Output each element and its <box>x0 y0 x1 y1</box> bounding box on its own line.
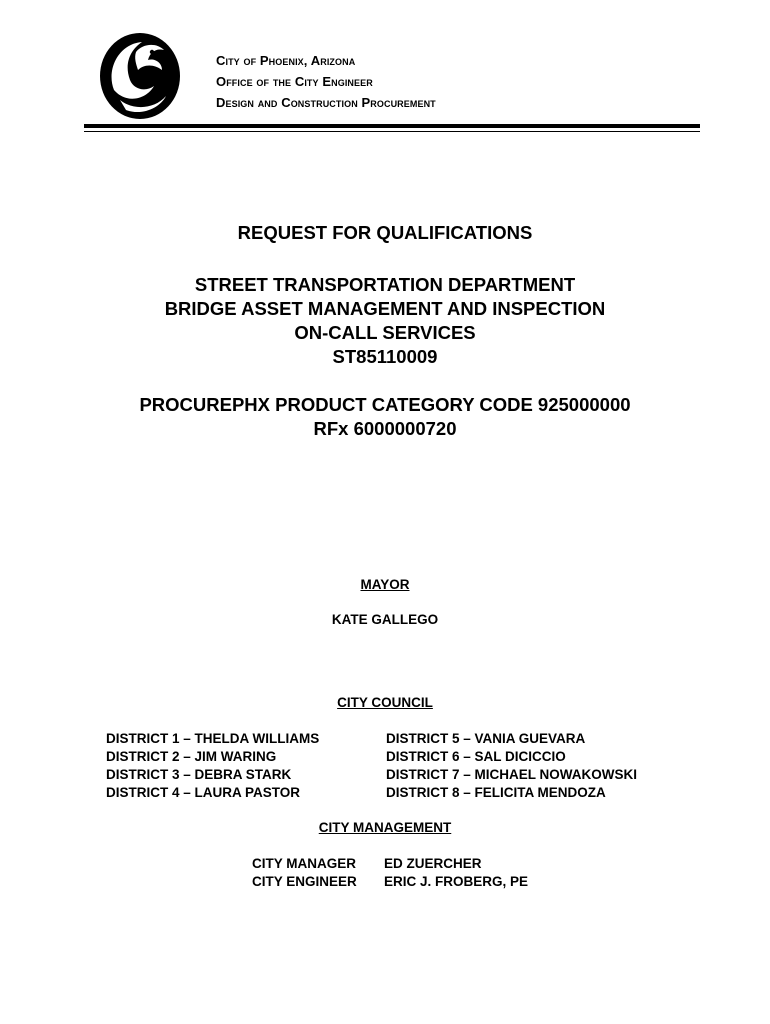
header-rule-thick <box>84 124 700 128</box>
phoenix-bird-logo-icon <box>96 30 182 120</box>
management-row <box>252 873 528 891</box>
management-role: CITY MANAGER <box>252 856 357 871</box>
mayor-name: KATE GALLEGO <box>331 612 439 627</box>
management-heading: CITY MANAGEMENT <box>318 820 452 835</box>
rfx-number: RFx 6000000720 <box>313 418 457 439</box>
council-member: DISTRICT 1 – THELDA WILLIAMS <box>106 731 320 746</box>
council-member: DISTRICT 4 – LAURA PASTOR <box>106 785 301 800</box>
council-member: DISTRICT 3 – DEBRA STARK <box>106 767 292 782</box>
header-rule-thin <box>84 131 700 132</box>
header-city: City of Phoenix, Arizona <box>216 53 356 68</box>
header-block <box>216 50 436 113</box>
category-code: PROCUREPHX PRODUCT CATEGORY CODE 925000000 <box>139 394 631 415</box>
project-number: ST85110009 <box>332 346 438 367</box>
header-office: Office of the City Engineer <box>216 74 373 89</box>
project-title-line2: ON-CALL SERVICES <box>294 322 476 343</box>
department-title: STREET TRANSPORTATION DEPARTMENT <box>194 274 576 295</box>
management-name: ERIC J. FROBERG, PE <box>384 874 529 889</box>
mayor-heading: MAYOR <box>360 577 410 592</box>
management-role: CITY ENGINEER <box>252 874 357 889</box>
council-member: DISTRICT 2 – JIM WARING <box>106 749 277 764</box>
council-member: DISTRICT 7 – MICHAEL NOWAKOWSKI <box>386 767 638 782</box>
header-division: Design and Construction Procurement <box>216 95 436 110</box>
project-title-line1: BRIDGE ASSET MANAGEMENT AND INSPECTION <box>164 298 606 319</box>
council-heading: CITY COUNCIL <box>337 695 433 710</box>
management-row <box>252 855 528 873</box>
council-member: DISTRICT 5 – VANIA GUEVARA <box>386 731 586 746</box>
council-member: DISTRICT 8 – FELICITA MENDOZA <box>386 785 606 800</box>
council-left-column <box>106 730 319 802</box>
rfq-title: REQUEST FOR QUALIFICATIONS <box>237 222 533 243</box>
management-table <box>252 855 528 891</box>
council-right-column <box>386 730 637 802</box>
management-name: ED ZUERCHER <box>384 856 482 871</box>
council-member: DISTRICT 6 – SAL DICICCIO <box>386 749 566 764</box>
